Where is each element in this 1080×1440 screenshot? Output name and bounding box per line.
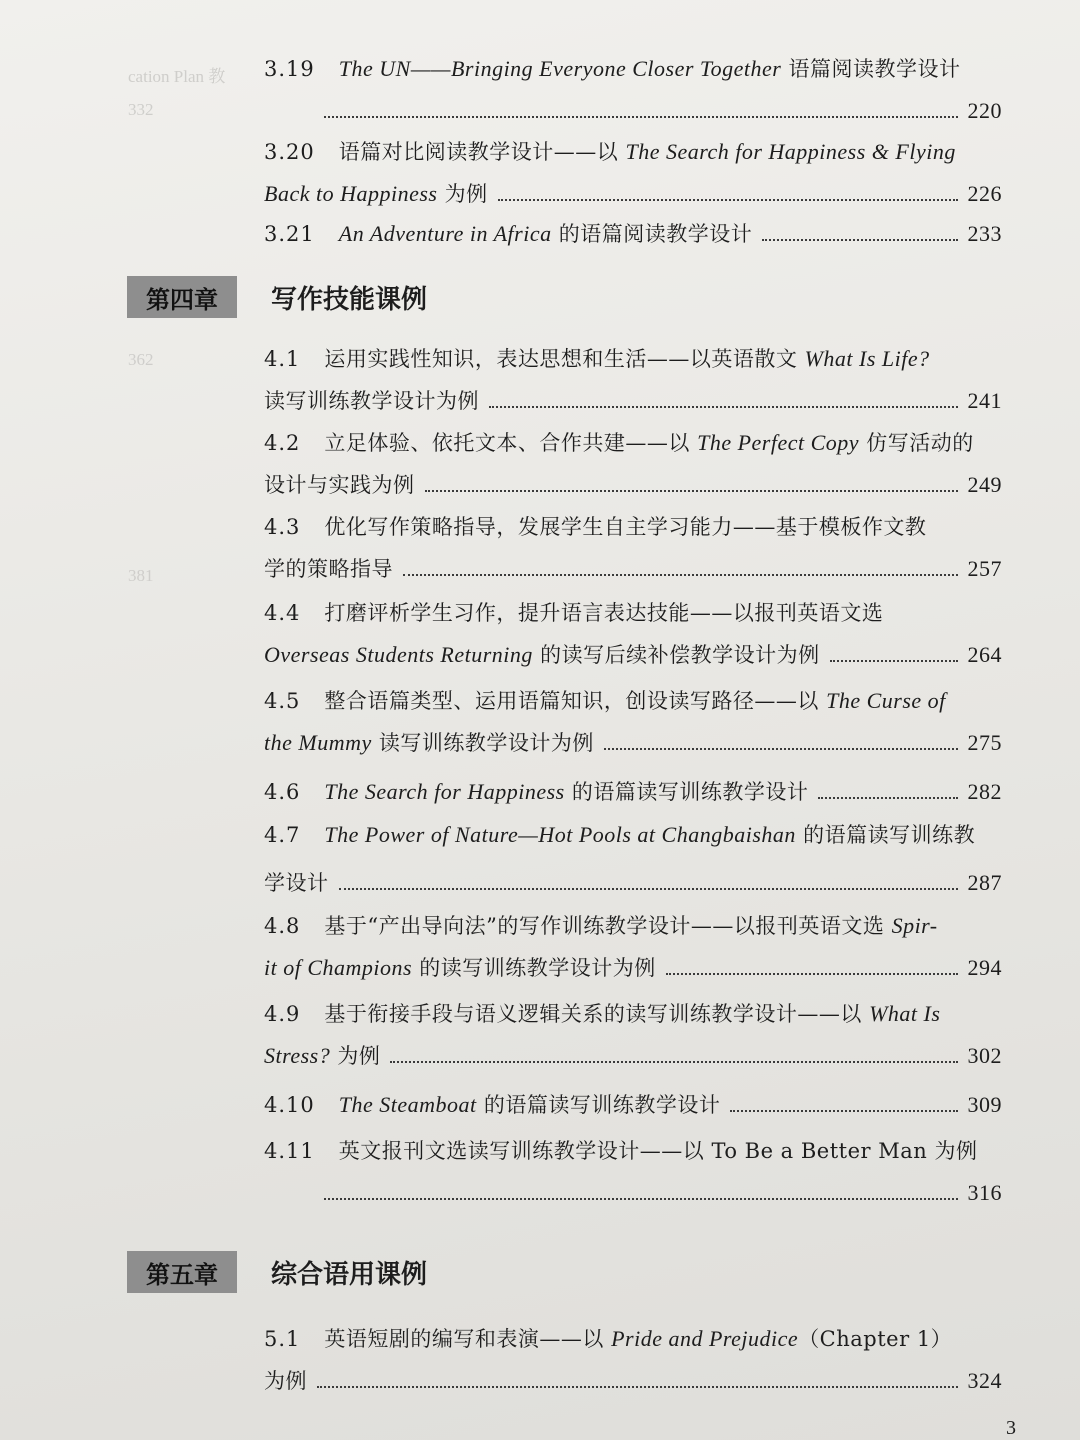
folio-page-number: 3 xyxy=(1006,1417,1016,1439)
entry-title-cn: （Chapter 1） xyxy=(798,1327,953,1351)
chapter-title: 综合语用课例 xyxy=(271,1259,428,1290)
entry-title-en: Stress? xyxy=(264,1043,331,1068)
dot-leader xyxy=(666,973,958,975)
entry-title-cn: 的语篇阅读教学设计 xyxy=(551,222,753,246)
bleed-through-text: 381 xyxy=(128,566,154,585)
entry-title-en: The Curse of xyxy=(826,688,946,713)
entry-title-cn: 打磨评析学生习作，提升语言表达技能——以报刊英语文选 xyxy=(324,601,884,625)
entry-title-cn: 的读写后续补偿教学设计为例 xyxy=(532,643,820,667)
entry-title-en: it of Champions xyxy=(264,955,413,980)
page-number: 282 xyxy=(967,779,1002,804)
entry-title-en: An Adventure in Africa xyxy=(338,221,552,246)
page-number: 287 xyxy=(967,870,1002,895)
page-number: 309 xyxy=(967,1092,1002,1117)
toc-entry[interactable] xyxy=(264,422,1002,506)
entry-title-cn: 的语篇读写训练教 xyxy=(795,823,976,847)
entry-title-en: What Is xyxy=(869,1001,941,1026)
entry-number: 4.7 xyxy=(264,823,301,847)
entry-number: 4.5 xyxy=(264,689,301,713)
toc-entry[interactable] xyxy=(264,1318,1002,1402)
toc-entry[interactable] xyxy=(264,993,1002,1077)
entry-title-en: The Search for Happiness & Flying xyxy=(625,139,956,164)
entry-number: 4.10 xyxy=(264,1093,315,1117)
dot-leader xyxy=(730,1110,957,1112)
toc-entry[interactable] xyxy=(264,131,1002,215)
dot-leader xyxy=(830,660,958,662)
page-number: 316 xyxy=(967,1180,1002,1205)
page-number: 264 xyxy=(967,642,1002,667)
entry-number: 3.19 xyxy=(264,57,315,81)
entry-title-en: The Search for Happiness xyxy=(324,779,565,804)
entry-title-en: The Perfect Copy xyxy=(697,430,860,455)
entry-number: 4.8 xyxy=(264,914,301,938)
bleed-through-text: cation Plan 教 xyxy=(128,67,226,86)
entry-number: 5.1 xyxy=(264,1327,301,1351)
page-number: 241 xyxy=(967,388,1002,413)
entry-number: 4.9 xyxy=(264,1002,301,1026)
entry-number: 3.20 xyxy=(264,140,315,164)
entry-title-cn: 为例 xyxy=(330,1044,381,1068)
page-number: 302 xyxy=(967,1043,1002,1068)
entry-title-cn: 的读写训练教学设计为例 xyxy=(412,956,656,980)
entry-title-cn: 读写训练教学设计为例 xyxy=(264,389,479,413)
entry-title-cn: 语篇阅读教学设计 xyxy=(781,57,961,81)
toc-entry[interactable] xyxy=(264,506,1002,590)
entry-title-en: Back to Happiness xyxy=(264,181,438,206)
entry-title-cn: 英语短剧的编写和表演——以 xyxy=(324,1327,612,1351)
entry-title-cn: 整合语篇类型、运用语篇知识，创设读写路径——以 xyxy=(324,689,827,713)
dot-leader xyxy=(425,490,958,492)
entry-title-cn: 设计与实践为例 xyxy=(264,473,415,497)
dot-leader xyxy=(324,116,958,118)
chapter-label: 第四章 xyxy=(127,276,237,318)
toc-entry[interactable] xyxy=(264,48,1002,132)
entry-title-cn: 仿写活动的 xyxy=(859,431,974,455)
toc-entry[interactable] xyxy=(264,905,1002,989)
entry-title-cn: 基于衔接手段与语义逻辑关系的读写训练教学设计——以 xyxy=(324,1002,870,1026)
entry-number: 4.1 xyxy=(264,347,301,371)
toc-entry[interactable] xyxy=(264,771,1002,813)
entry-title-cn: 基于“产出导向法”的写作训练教学设计——以报刊英语文选 xyxy=(324,914,892,938)
entry-title-en: Spir- xyxy=(891,913,938,938)
dot-leader xyxy=(818,797,957,799)
chapter-label: 第五章 xyxy=(127,1251,237,1293)
chapter-heading xyxy=(127,1251,427,1293)
entry-title-en: the Mummy xyxy=(264,730,372,755)
entry-title-en: The Steamboat xyxy=(338,1092,477,1117)
entry-title-en: The Power of Nature—Hot Pools at Changbaishan xyxy=(324,822,796,847)
dot-leader xyxy=(762,239,957,241)
entry-title-cn: 为例 xyxy=(264,1369,307,1393)
dot-leader xyxy=(324,1198,958,1200)
entry-title-cn: 语篇对比阅读教学设计——以 xyxy=(338,140,626,164)
dot-leader xyxy=(317,1386,958,1388)
dot-leader xyxy=(339,888,958,890)
page-number: 233 xyxy=(967,221,1002,246)
entry-title-cn: 为例 xyxy=(437,182,488,206)
page-number: 220 xyxy=(967,98,1002,123)
entry-number: 4.3 xyxy=(264,515,301,539)
dot-leader xyxy=(604,748,958,750)
page-number: 226 xyxy=(967,181,1002,206)
dot-leader xyxy=(498,199,958,201)
entry-title-cn: 优化写作策略指导，发展学生自主学习能力——基于模板作文教 xyxy=(324,515,927,539)
entry-title-cn: 学的策略指导 xyxy=(264,557,393,581)
toc-entry[interactable] xyxy=(264,338,1002,422)
page-number: 324 xyxy=(967,1368,1002,1393)
entry-number: 4.4 xyxy=(264,601,301,625)
toc-entry[interactable] xyxy=(264,1084,1002,1126)
page-number: 275 xyxy=(967,730,1002,755)
entry-number: 3.21 xyxy=(264,222,315,246)
entry-title-en: The UN——Bringing Everyone Closer Together xyxy=(338,56,782,81)
page-number: 294 xyxy=(967,955,1002,980)
entry-title-cn: 的语篇读写训练教学设计 xyxy=(476,1093,721,1117)
entry-title-cn: 立足体验、依托文本、合作共建——以 xyxy=(324,431,698,455)
entry-title-en: Overseas Students Returning xyxy=(264,642,533,667)
entry-title-en: Pride and Prejudice xyxy=(611,1326,799,1351)
dot-leader xyxy=(403,574,958,576)
toc-entry[interactable] xyxy=(264,592,1002,676)
entry-number: 4.2 xyxy=(264,431,301,455)
dot-leader xyxy=(489,406,958,408)
page-number: 257 xyxy=(967,556,1002,581)
toc-entry[interactable] xyxy=(264,213,1002,255)
toc-entry[interactable] xyxy=(264,1130,1002,1214)
entry-title-cn: 运用实践性知识，表达思想和生活——以英语散文 xyxy=(324,347,805,371)
page-number: 249 xyxy=(967,472,1002,497)
toc-entry[interactable] xyxy=(264,680,1002,764)
entry-title-cn: 的语篇读写训练教学设计 xyxy=(564,780,809,804)
entry-title-en: What Is Life? xyxy=(804,346,930,371)
toc-entry[interactable] xyxy=(264,814,1002,904)
entry-number: 4.6 xyxy=(264,780,301,804)
entry-number: 4.11 xyxy=(264,1139,315,1163)
chapter-heading xyxy=(127,276,427,318)
dot-leader xyxy=(390,1061,957,1063)
entry-title-cn: 读写训练教学设计为例 xyxy=(371,731,594,755)
bleed-through-text: 362 xyxy=(128,350,154,369)
chapter-title: 写作技能课例 xyxy=(271,284,428,315)
entry-title-cn: 英文报刊文选读写训练教学设计——以 To Be a Better Man 为例 xyxy=(338,1139,978,1163)
entry-title-cn: 学设计 xyxy=(264,871,329,895)
bleed-through-text: 332 xyxy=(128,100,154,119)
